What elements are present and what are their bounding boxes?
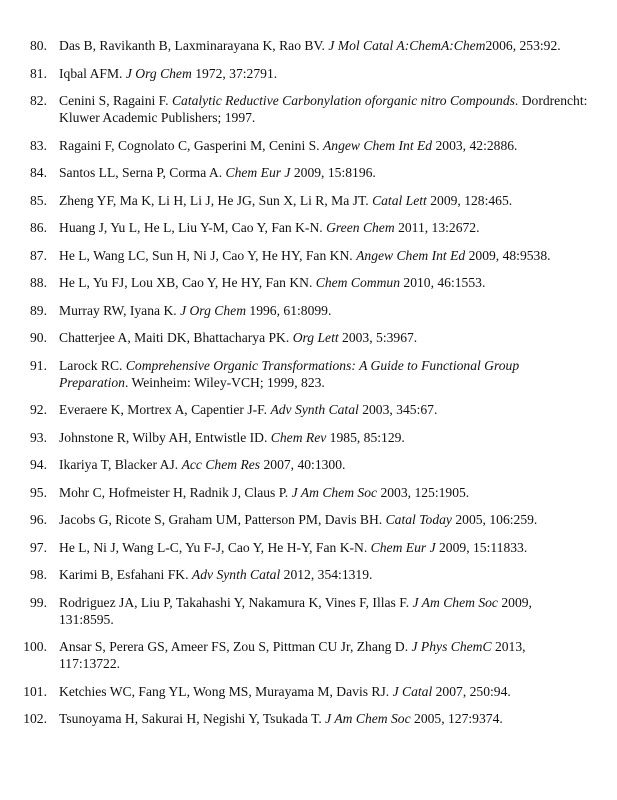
reference-journal: Chem Rev xyxy=(270,429,327,445)
reference-item xyxy=(0,456,617,473)
reference-journal: Chem Eur J xyxy=(370,539,436,555)
reference-item xyxy=(0,37,617,54)
reference-number: 93. xyxy=(30,429,47,445)
reference-details: 2007, 250:94. xyxy=(432,683,511,699)
reference-text xyxy=(59,566,589,583)
reference-details: 2006, 253:92. xyxy=(485,38,561,53)
reference-number: 98. xyxy=(30,567,47,582)
reference-journal: Adv Synth Catal xyxy=(270,402,359,417)
reference-item xyxy=(0,302,617,319)
reference-number: 95. xyxy=(30,484,47,500)
reference-journal: Acc Chem Res xyxy=(181,457,261,472)
reference-journal: J Phys ChemC xyxy=(411,639,492,654)
reference-journal: J Am Chem Soc xyxy=(325,711,411,726)
reference-item xyxy=(0,429,617,446)
reference-authors: Rodriguez JA, Liu P, Takahashi Y, Nakamura K, Vines F, Illas F. xyxy=(59,594,413,610)
reference-authors: Ansar S, Perera GS, Ameer FS, Zou S, Pittman CU Jr, Zhang D. xyxy=(59,639,412,654)
reference-number: 86. xyxy=(30,220,47,235)
reference-item xyxy=(0,539,617,556)
reference-details: 2007, 40:1300. xyxy=(260,457,346,472)
reference-authors: Huang J, Yu L, He L, Liu Y-M, Cao Y, Fan K-N. xyxy=(59,220,327,235)
reference-authors: Murray RW, Iyana K. xyxy=(59,302,181,318)
reference-number: 85. xyxy=(30,192,47,208)
reference-item xyxy=(0,566,617,583)
reference-journal: Chem Eur J xyxy=(225,165,291,180)
reference-details: 2003, 5:3967. xyxy=(338,330,418,345)
reference-text xyxy=(59,456,589,473)
reference-number: 83. xyxy=(30,137,47,153)
reference-journal: Green Chem xyxy=(326,220,395,235)
reference-number: 100. xyxy=(23,639,47,654)
reference-item xyxy=(0,329,617,346)
reference-authors: Tsunoyama H, Sakurai H, Negishi Y, Tsukada T. xyxy=(59,711,326,726)
reference-journal: Angew Chem Int Ed xyxy=(322,137,433,153)
reference-text xyxy=(59,65,589,82)
reference-authors: Ikariya T, Blacker AJ. xyxy=(59,457,182,472)
reference-authors: Karimi B, Esfahani FK. xyxy=(59,567,192,582)
reference-item xyxy=(0,274,617,291)
reference-authors: Iqbal AFM. xyxy=(59,65,126,81)
reference-journal: J Mol Catal A:ChemA:Chem xyxy=(328,38,486,53)
reference-number: 80. xyxy=(30,38,47,53)
reference-details: 2010, 46:1553. xyxy=(400,275,486,290)
reference-item xyxy=(0,594,617,628)
reference-journal: J Catal xyxy=(392,683,433,699)
reference-text xyxy=(59,401,589,418)
reference-authors: Cenini S, Ragaini F. xyxy=(59,93,172,108)
reference-journal: Catal Lett xyxy=(372,192,427,208)
reference-item xyxy=(0,247,617,264)
reference-text xyxy=(59,137,589,154)
reference-details: 1985, 85:129. xyxy=(326,429,405,445)
reference-text xyxy=(59,539,589,556)
reference-authors: Santos LL, Serna P, Corma A. xyxy=(59,165,226,180)
reference-text xyxy=(59,302,589,319)
reference-item xyxy=(0,192,617,209)
reference-text xyxy=(59,511,589,528)
reference-authors: Everaere K, Mortrex A, Capentier J-F. xyxy=(59,402,271,417)
reference-journal: Adv Synth Catal xyxy=(191,567,281,582)
reference-text xyxy=(59,274,589,291)
reference-text xyxy=(59,192,589,209)
reference-number: 87. xyxy=(30,247,47,263)
reference-item xyxy=(0,92,617,126)
reference-journal: J Am Chem Soc xyxy=(412,594,498,610)
reference-authors: Zheng YF, Ma K, Li H, Li J, He JG, Sun X, Li R, Ma JT. xyxy=(59,192,373,208)
reference-text xyxy=(59,683,589,700)
reference-number: 96. xyxy=(30,512,47,527)
reference-journal: J Org Chem xyxy=(125,65,192,81)
reference-number: 81. xyxy=(30,65,47,81)
reference-item xyxy=(0,357,617,391)
reference-details: 2012, 354:1319. xyxy=(280,567,373,582)
reference-item xyxy=(0,65,617,82)
reference-authors: He L, Wang LC, Sun H, Ni J, Cao Y, He HY, Fan KN. xyxy=(59,247,357,263)
reference-item xyxy=(0,401,617,418)
reference-details: 1972, 37:2791. xyxy=(191,65,278,81)
reference-journal: Comprehensive Organic Transformations: A Guide to Functional Group Preparation xyxy=(59,357,520,390)
reference-details: 2003, 42:2886. xyxy=(432,137,518,153)
reference-authors: Mohr C, Hofmeister H, Radnik J, Claus P. xyxy=(59,484,292,500)
reference-number: 92. xyxy=(30,402,47,417)
reference-details: 2003, 345:67. xyxy=(358,402,438,417)
reference-details: 1996, 61:8099. xyxy=(246,302,332,318)
reference-text xyxy=(59,638,589,672)
reference-text xyxy=(59,37,589,54)
reference-number: 94. xyxy=(30,457,47,472)
reference-text xyxy=(59,247,589,264)
reference-journal: J Org Chem xyxy=(180,302,247,318)
reference-authors: Johnstone R, Wilby AH, Entwistle ID. xyxy=(59,429,271,445)
reference-details: 2005, 127:9374. xyxy=(410,711,503,726)
reference-number: 82. xyxy=(30,93,47,108)
reference-authors: He L, Ni J, Wang L-C, Yu F-J, Cao Y, He H-Y, Fan K-N. xyxy=(59,539,371,555)
reference-item xyxy=(0,683,617,700)
reference-journal: Angew Chem Int Ed xyxy=(356,247,466,263)
reference-journal: Catal Today xyxy=(385,512,452,527)
reference-journal: J Am Chem Soc xyxy=(291,484,378,500)
reference-text xyxy=(59,357,589,391)
reference-text xyxy=(59,92,589,126)
reference-details: 2009, 15:8196. xyxy=(290,165,376,180)
reference-item xyxy=(0,219,617,236)
reference-item xyxy=(0,638,617,672)
reference-authors: Chatterjee A, Maiti DK, Bhattacharya PK. xyxy=(59,330,293,345)
reference-authors: Ragaini F, Cognolato C, Gasperini M, Cenini S. xyxy=(59,137,323,153)
reference-number: 88. xyxy=(30,275,47,290)
reference-number: 97. xyxy=(30,539,47,555)
reference-authors: Das B, Ravikanth B, Laxminarayana K, Rao BV. xyxy=(59,38,329,53)
reference-number: 89. xyxy=(30,302,47,318)
reference-details: 2009, 128:465. xyxy=(426,192,513,208)
reference-item xyxy=(0,164,617,181)
reference-text xyxy=(59,429,589,446)
reference-text xyxy=(59,710,589,727)
reference-details: . Dordrencht: Kluwer Academic Publishers; 1997. xyxy=(59,93,588,125)
reference-details: 2011, 13:2672. xyxy=(394,220,480,235)
reference-number: 102. xyxy=(23,711,47,726)
reference-item xyxy=(0,710,617,727)
reference-text xyxy=(59,329,589,346)
reference-text xyxy=(59,594,589,628)
reference-details: . Weinheim: Wiley-VCH; 1999, 823. xyxy=(124,374,325,390)
reference-details: 2009, 48:9538. xyxy=(465,247,551,263)
reference-number: 101. xyxy=(23,683,47,699)
reference-details: 2009, 15:11833. xyxy=(435,539,528,555)
reference-details: 2005, 106:259. xyxy=(451,512,538,527)
reference-item xyxy=(0,484,617,501)
reference-details: 2009, 131:8595. xyxy=(59,594,532,627)
reference-item xyxy=(0,137,617,154)
reference-text xyxy=(59,484,589,501)
reference-journal: Org Lett xyxy=(292,330,339,345)
reference-details: 2013, 117:13722. xyxy=(59,639,526,671)
reference-item xyxy=(0,511,617,528)
reference-number: 84. xyxy=(30,165,47,180)
reference-text xyxy=(59,164,589,181)
reference-details: 2003, 125:1905. xyxy=(377,484,470,500)
reference-number: 90. xyxy=(30,330,47,345)
reference-journal: Chem Commun xyxy=(315,275,400,290)
reference-number: 91. xyxy=(30,357,47,373)
reference-journal: Catalytic Reductive Carbonylation oforganic nitro Compounds xyxy=(171,93,515,108)
reference-authors: He L, Yu FJ, Lou XB, Cao Y, He HY, Fan KN. xyxy=(59,275,316,290)
reference-authors: Larock RC. xyxy=(59,357,126,373)
reference-text xyxy=(59,219,589,236)
reference-authors: Jacobs G, Ricote S, Graham UM, Patterson PM, Davis BH. xyxy=(59,512,386,527)
reference-number: 99. xyxy=(30,594,47,610)
reference-authors: Ketchies WC, Fang YL, Wong MS, Murayama M, Davis RJ. xyxy=(59,683,393,699)
reference-list xyxy=(0,37,617,738)
